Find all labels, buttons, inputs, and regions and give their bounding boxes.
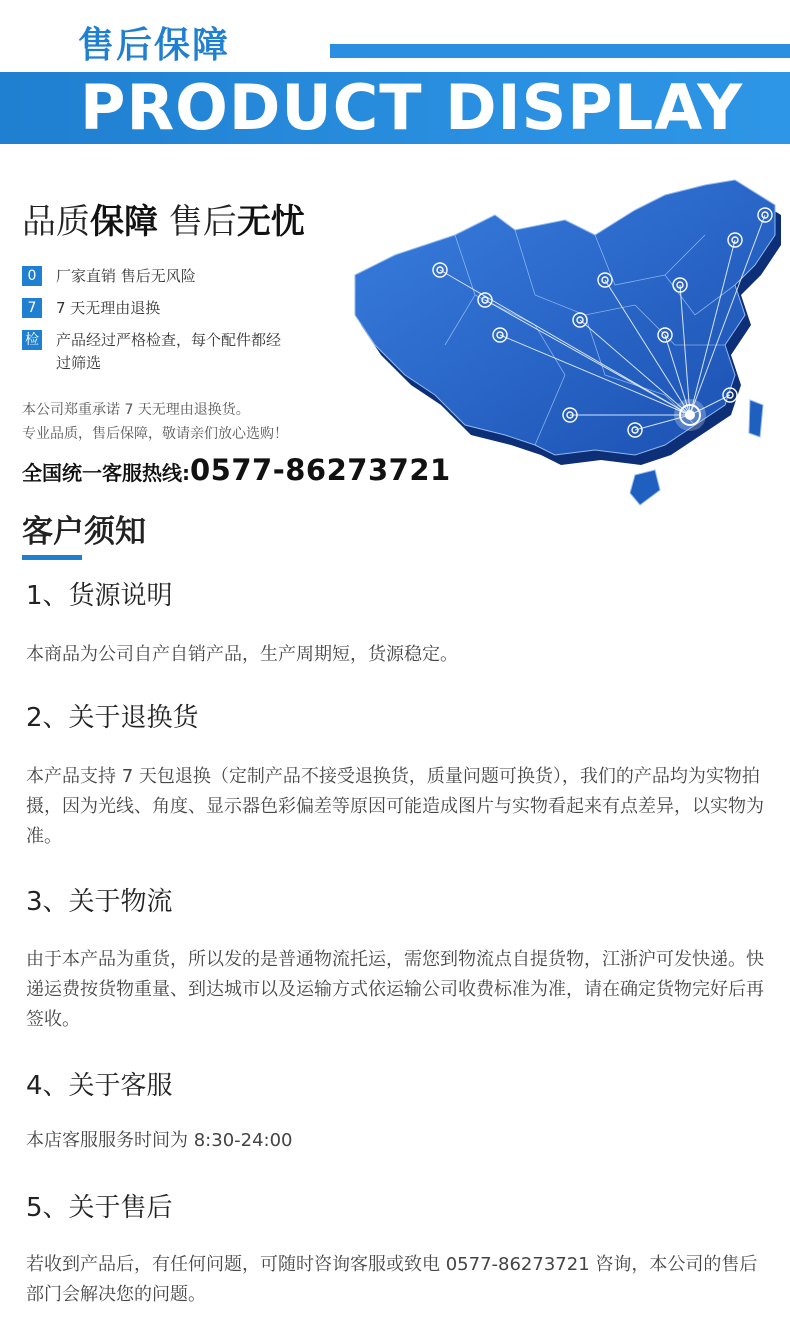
section-body-1: 本商品为公司自产自销产品，生产周期短，货源稳定。 [26,644,458,665]
promise-line-2: 专业品质，售后保障，敬请亲们放心选购！ [22,426,288,442]
feature-text: 产品经过严格检查，每个配件都经过筛选 [56,331,282,372]
section-body-3: 由于本产品为重货，所以发的是普通物流托运，需您到物流点自提货物，江浙沪可发快递。快递运费按货物重量、到达城市以及运输方式依运输公司收费标准为准，请在确定货物完好后再签收。 [26,949,764,1030]
feature-badge: 检 [22,330,42,350]
section-heading-2: 2、关于退换货 [26,703,199,733]
promo-title-part4: 无忧 [236,202,305,242]
feature-badge: 7 [22,298,42,318]
section-body-4: 本店客服服务时间为 8:30-24:00 [26,1130,293,1151]
header-banner [0,0,790,150]
promo-title-part2: 保障 [90,202,158,242]
section-heading-3: 3、关于物流 [26,887,173,917]
header-title-cn: 售后保障 [78,25,231,66]
notice-underline [22,555,82,560]
feature-item [22,329,342,375]
feature-item [22,297,342,320]
notice-title: 客户须知 [22,514,146,550]
section-heading-1: 1、货源说明 [26,581,173,611]
promise-line-1: 本公司郑重承诺 7 天无理由退换货。 [22,402,250,418]
section-heading-5: 5、关于售后 [26,1193,173,1223]
promo-title [22,200,305,244]
header-stripe [330,44,790,58]
feature-list [22,265,342,384]
header-title-en: PRODUCT DISPLAY [80,71,744,144]
feature-text: 厂家直销 售后无风险 [56,267,196,285]
feature-badge: 0 [22,266,42,286]
promise-text [22,398,288,446]
promo-title-part1: 品质 [22,202,90,242]
feature-text: 7 天无理由退换 [56,299,161,317]
section-body-5: 若收到产品后，有任何问题，可随时咨询客服或致电 0577-86273721 咨询，本公司的售后部门会解决您的问题。 [26,1254,758,1305]
promo-title-part3: 售后 [158,202,237,242]
section-body-2: 本产品支持 7 天包退换（定制产品不接受退换货，质量问题可换货），我们的产品均为实物拍摄，因为光线、角度、显示器色彩偏差等原因可能造成图片与实物看起来有点差异，以实物为准。 [26,766,764,847]
china-map-icon [335,175,785,515]
hotline-number: 0577-86273721 [190,453,451,487]
feature-item [22,265,342,288]
hotline-label: 全国统一客服热线: [22,461,190,485]
section-heading-4: 4、关于客服 [26,1071,173,1101]
